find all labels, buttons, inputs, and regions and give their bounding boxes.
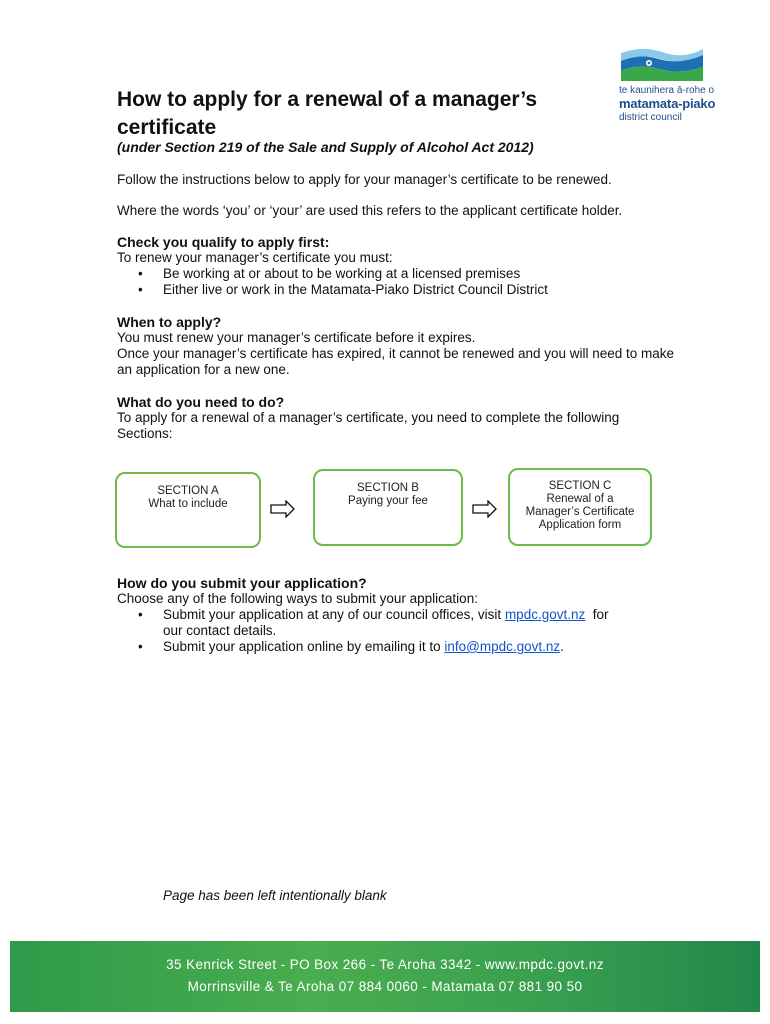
section-a-line: What to include — [148, 498, 228, 510]
qualify-lead: To renew your manager’s certificate you must: — [117, 250, 393, 265]
right-arrow-icon — [472, 500, 498, 518]
what-heading: What do you need to do? — [117, 394, 285, 410]
what-block — [117, 410, 677, 442]
qualify-block — [117, 250, 677, 298]
section-b-line: Paying your fee — [348, 495, 428, 507]
submit-heading: How do you submit your application? — [117, 575, 367, 591]
submit-item-1-text: Submit your application at any of our council offices, visit — [163, 607, 505, 622]
what-text: To apply for a renewal of a manager’s certificate, you need to complete the following Sections: — [117, 410, 620, 441]
submit-lead: Choose any of the following ways to submit your application: — [117, 591, 478, 606]
logo-line-2: matamata-piako — [619, 96, 716, 111]
website-link[interactable]: mpdc.govt.nz — [504, 607, 586, 622]
submit-item-1-tail: for our contact details. — [163, 607, 613, 638]
section-c-line-2: Manager’s Certificate — [525, 506, 635, 518]
list-item — [117, 639, 677, 655]
section-c-line-3: Application form — [538, 519, 622, 531]
footer-line-2: Morrinsville & Te Aroha 07 884 0060 - Matamata 07 881 90 50 — [187, 979, 583, 994]
list-item: • Be working at or about to be working at a licensed premises — [117, 266, 677, 282]
section-b-box — [313, 469, 463, 546]
page-title: How to apply for a renewal of a manager’s certificate — [117, 88, 538, 139]
qualify-list — [117, 266, 677, 298]
when-line-1: You must renew your manager’s certificate before it expires. — [117, 330, 476, 345]
submit-item-2-tail: . — [560, 639, 564, 654]
when-line-2: Once your manager’s certificate has expired, it cannot be renewed and you will need to make an application for a new one. — [117, 346, 675, 377]
blank-page-note: Page has been left intentionally blank — [163, 888, 387, 903]
section-b-title: SECTION B — [357, 482, 419, 494]
section-c-title: SECTION C — [548, 480, 612, 492]
submit-block — [117, 591, 677, 655]
footer-line-1: 35 Kenrick Street - PO Box 266 - Te Aroha 3342 - www.mpdc.govt.nz — [166, 957, 604, 972]
submit-item-2-text: Submit your application online by emailing it to — [163, 639, 445, 654]
submit-list — [117, 607, 677, 655]
section-c-box — [508, 468, 652, 546]
right-arrow-icon — [270, 500, 296, 518]
when-block — [117, 330, 677, 378]
email-link[interactable]: info@mpdc.govt.nz — [444, 639, 561, 654]
section-c-line-1: Renewal of a — [546, 493, 614, 505]
qualify-heading: Check you qualify to apply first: — [117, 234, 330, 250]
page-subtitle: (under Section 219 of the Sale and Supply of Alcohol Act 2012) — [117, 139, 534, 155]
footer-banner — [10, 941, 760, 1012]
council-logo-icon — [619, 47, 705, 81]
logo-line-1: te kaunihera ā-rohe o — [619, 85, 715, 96]
logo-line-3: district council — [619, 112, 682, 123]
section-a-title: SECTION A — [157, 485, 219, 497]
intro-paragraph-2: Where the words ‘you’ or ‘your’ are used this refers to the applicant certificate holder. — [117, 203, 623, 218]
list-item: • Either live or work in the Matamata-Piako District Council District — [117, 282, 677, 298]
when-heading: When to apply? — [117, 314, 222, 330]
list-item — [117, 607, 623, 639]
council-logo — [619, 47, 743, 125]
section-a-box — [115, 472, 261, 548]
intro-paragraph-1: Follow the instructions below to apply for your manager’s certificate to be renewed. — [117, 172, 612, 187]
